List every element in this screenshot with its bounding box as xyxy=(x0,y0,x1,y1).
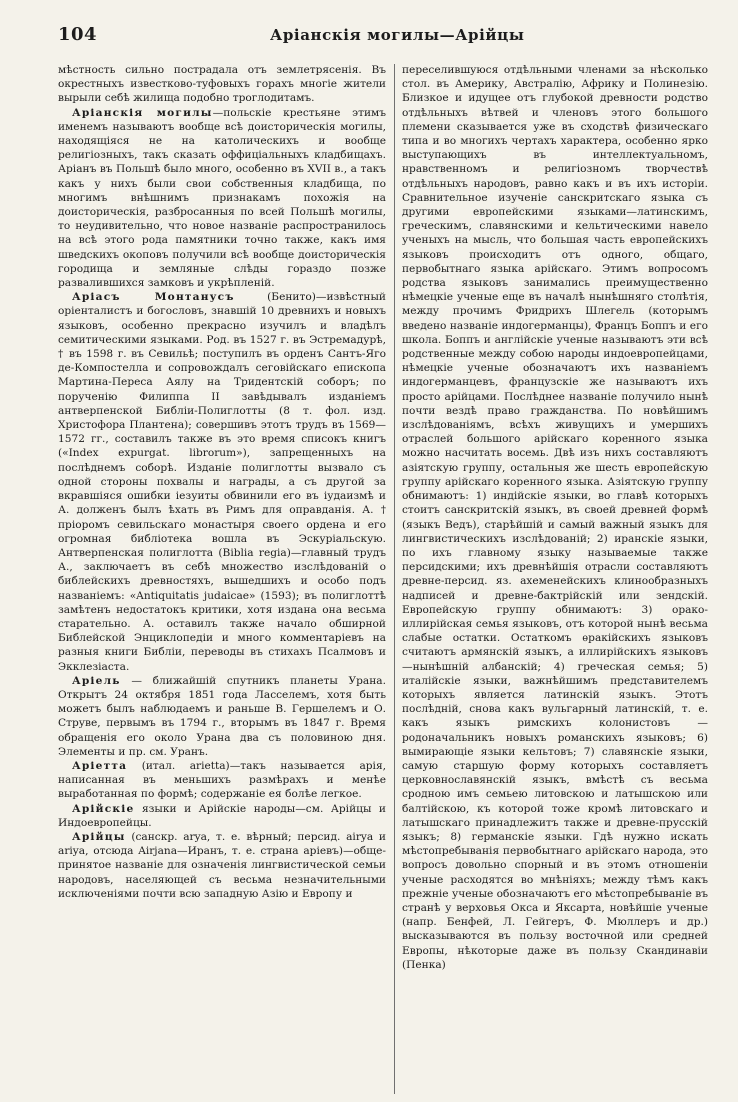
entry-ariel xyxy=(58,674,386,759)
entry-ariytsy xyxy=(58,830,386,901)
page-header xyxy=(58,24,700,50)
column-divider xyxy=(394,64,395,1094)
running-title: Аріанскія могилы—Арійцы xyxy=(270,26,525,44)
entry-arietta xyxy=(58,759,386,802)
entry-text: (санскр. arya, т. е. вѣрный; персид. airya и ariya, отсюда Airjana—Иранъ, т. е. страна аріевъ)—обще-принятое названіе для означенія лингвистической семьи народовъ, населяющей съ весьма незначительными исключеніями почти всю западную Азію и Европу и xyxy=(58,830,386,900)
entry-headword: Арійцы xyxy=(72,830,126,843)
entry-headword: Аріель xyxy=(72,674,121,687)
entry-arias-montanus xyxy=(58,290,386,673)
entry-arianskie-mogily xyxy=(58,106,386,291)
entry-text: — ближайшій спутникъ планеты Урана. Открытъ 24 октября 1851 года Ласселемъ, хотя быть можетъ былъ наблюдаемъ и раньше В. Гершелемъ и О. Струве, первымъ въ 1794 г., вторымъ въ 1847 г. Время обращенія его около Урана два съ половиною дня. Элементы и пр. см. Уранъ. xyxy=(58,674,386,758)
entry-text: переселившуюся отдѣльными членами за нѣсколько стол. въ Америку, Австралію, Африку и Полинезію. Близкое и идущее отъ глубокой древности родство отдѣльныхъ вѣтвей и членовъ этого большого племени сказывается уже въ сходствѣ физическаго типа и во многихъ чертахъ характера, особенно ярко выступающихъ въ интеллектуальномъ, нравственномъ и религіозномъ творчествѣ отдѣльныхъ народовъ, равно какъ и въ ихъ исторіи. Сравнительное изученіе санскритскаго языка съ другими европейскими языками—латинскимъ, греческимъ, славянскими и кельтическими навело ученыхъ на мысль, что большая часть европейскихъ языковъ происходитъ отъ одного, общаго, первобытнаго языка арійскаго. Этимъ вопросомъ родства языковъ занимались преимущественно нѣмецкіе ученые еще въ началѣ нынѣшняго столѣтія, между прочимъ Фридрихъ Шлегель (которымъ введено названіе индогерманцы), Францъ Боппъ и его школа. Боппъ и англійскіе ученые называютъ эти всѣ родственные между собою народы индоевропейцами, нѣмецкіе ученые обозначаютъ ихъ названіемъ индогерманцевъ, французскіе же называютъ ихъ просто арійцами. Послѣднее названіе получило нынѣ почти вездѣ право гражданства. По новѣйшимъ изслѣдованіямъ, всѣхъ живущихъ и умершихъ отраслей большого арійскаго коренного языка можно насчитать восемь. Двѣ изъ нихъ составляютъ азіятскую группу, остальныя же шесть европейскую группу арійскаго коренного языка. Азіятскую группу обнимаютъ: 1) индійскіе языки, во главѣ которыхъ стоитъ санскритскій языкъ, въ своей древней формѣ (языкъ Ведъ), старѣйшій и самый важный языкъ для лингвистическихъ изслѣдованій; 2) иранскіе языки, по ихъ главному языку называемые также персидскими; ихъ древнѣйшія отрасли составляютъ древне-персид. яз. ахеменейскихъ клинообразныхъ надписей и древне-бактрійскій или зендскій. Европейскую группу обнимаютъ: 3) оракo-иллирійская семья языковъ, отъ которой нынѣ весьма слабые остатки. Остаткомъ ѳракійскихъ языковъ считаютъ армянскій языкъ, а иллирійскихъ языковъ—нынѣшній албанскій; 4) греческая семья; 5) италійскіе языки, важнѣйшимъ представителемъ которыхъ является латинскій языкъ. Этотъ послѣдній, снова какъ вульгарный латинскій, т. е. какъ языкъ римскихъ колонистовъ — родоначальникъ новыхъ романскихъ языковъ; 6) вымирающіе языки кельтовъ; 7) славянскіе языки, самую старшую форму которыхъ составляетъ церковнославянскій языкъ, вмѣстѣ съ весьма сродною имъ семьею литовскою и латышскою или балтійскою, къ которой тоже кромѣ литовскаго и латышскаго принадлежитъ также и древне-прусскій языкъ; 8) германскіе языки. Гдѣ нужно искать мѣстопребыванія первобытнаго арійскаго народа, это вопросъ довольно спорный и въ этомъ отношеніи ученые расходятся во мнѣніяхъ; между тѣмъ какъ прежніе ученые обозначаютъ его мѣстопребываніе въ странѣ у верховья Окса и Яксарта, новѣйшіе ученые (напр. Бенфей, Л. Гейгеръ, Ф. Мюллеръ и др.) высказываются въ пользу восточной или средней Европы, нѣкоторые даже въ пользу Скандинавіи (Пенка) xyxy=(402,64,708,971)
right-column xyxy=(402,63,708,1095)
entry-headword: Арійскіе xyxy=(72,802,135,815)
left-column xyxy=(58,63,386,1095)
entry-text: (Бенито)—извѣстный оріенталистъ и богословъ, знавшій 10 древнихъ и новыхъ языковъ, особенно прекрасно изучилъ и владѣлъ семитическими языками. Род. въ 1527 г. въ Эстремадурѣ, † въ 1598 г. въ Севильѣ; поступилъ въ орденъ Сантъ-Яго де-Компостелла и сопровождалъ сеговійскаго епископа Мартина-Переса Аялу на Тридентскій соборъ; по порученію Филиппа II завѣдывалъ изданіемъ антверпенской Библіи-Полиглотты (8 т. фол. изд. Христофора Плантена); совершивъ этотъ трудъ въ 1569—1572 гг., составилъ также въ это время списокъ книгъ («Index expurgat. librorum»), запрещенныхъ на послѣднемъ соборѣ. Изданіе полиглотты вызвало съ одной стороны похвалы и награды, а съ другой за вкравшіяся ошибки іезуиты обвинили его въ іудаизмѣ и А. долженъ былъ ѣхать въ Римъ для оправданія. А. † пріоромъ севильскаго монастыря своего ордена и его огромная библіотека вошла въ Эскуріальскую. Антверпенская полиглотта (Biblia regia)—главный трудъ А., заключаетъ въ себѣ множество изслѣдованій о библейскихъ древностяхъ, вышедшихъ и особо подъ названіемъ: «Antiquitatis judaicae» (1593); въ полиглоттѣ замѣтенъ недостатокъ критики, хотя издана она весьма старательно. А. оставилъ также начало обширной Библейской Энциклопедіи и много комментаріевъ на разныя книги Библіи, переводы въ стихахъ Псалмовъ и Экклезіаста. xyxy=(58,291,386,673)
entry-text: —польскіе крестьяне этимъ именемъ называютъ вообще всѣ доисторическія могилы, находящіяся не на католическихъ и вообще религіозныхъ, такъ сказать оффиціальныхъ кладбищахъ. Аріанъ въ Польшѣ было много, особенно въ XVII в., а такъ какъ у нихъ были свои собственныя кладбища, по многимъ внѣшнимъ признакамъ похожія на доисторическія, разбросанныя по всей Польшѣ могилы, то неудивительно, что новое названіе распространилось на всѣ этого рода памятники точно также, какъ имя шведскихъ окоповъ получили всѣ вообще доисторическія городища и земляные слѣды гораздо позже развалившихся замковъ и укрѣпленій. xyxy=(58,106,386,290)
entry-text: (итал. arietta)—такъ называется арія, написанная въ меньшихъ размѣрахъ и менѣе выработанная по формѣ; содержаніе ея болѣе легкое. xyxy=(58,759,386,801)
entry-continuation xyxy=(58,63,386,106)
entry-headword: Аріанскія могилы xyxy=(72,106,213,119)
entry-headword: Аріасъ Монтанусъ xyxy=(72,291,235,304)
page-number: 104 xyxy=(58,24,98,45)
entry-continuation xyxy=(402,63,708,972)
entry-ariyskie xyxy=(58,802,386,830)
entry-text: мѣстность сильно пострадала отъ землетрясенія. Въ окрестныхъ известково-туфовыхъ горахъ многіе жители вырыли себѣ жилища подобно троглодитамъ. xyxy=(58,64,386,105)
entry-headword: Аріетта xyxy=(72,759,128,772)
entry-text: языки и Арійскіе народы—см. Арійцы и Индоевропейцы. xyxy=(58,802,386,829)
